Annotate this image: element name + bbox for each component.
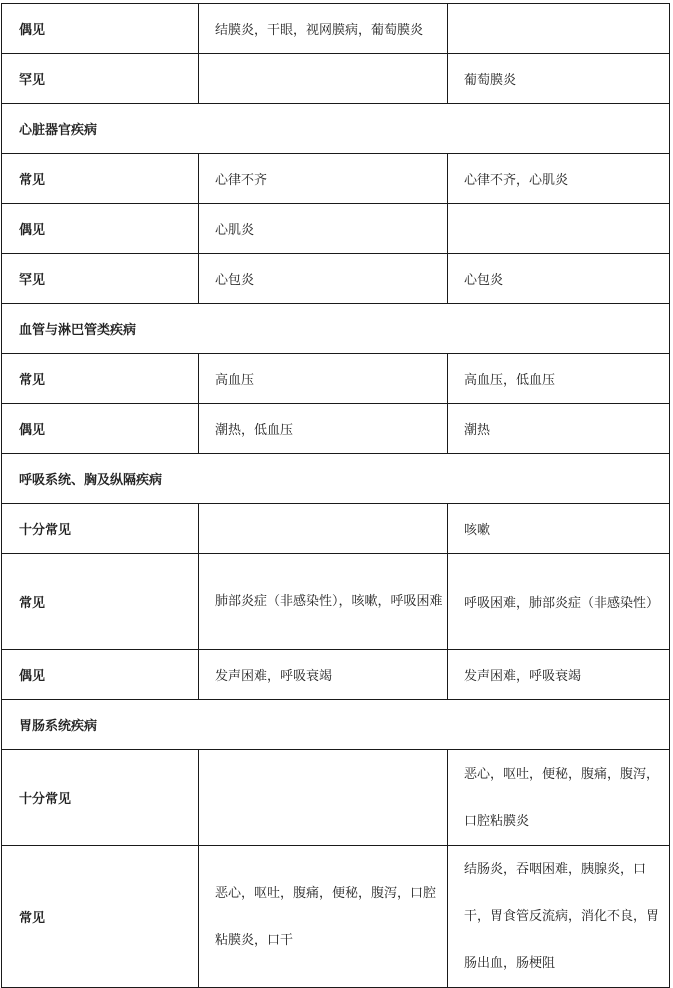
reaction-cell-b: 呼吸困难，肺部炎症（非感染性） — [448, 554, 670, 650]
reaction-cell-a — [199, 750, 448, 846]
frequency-cell: 偶见 — [2, 4, 199, 54]
reaction-cell-b — [448, 204, 670, 254]
reaction-cell-b: 结肠炎，吞咽困难，胰腺炎，口干，胃食管反流病，消化不良，胃肠出血，肠梗阻 — [448, 846, 670, 988]
reaction-cell-a: 潮热，低血压 — [199, 404, 448, 454]
section-title: 呼吸系统、胸及纵隔疾病 — [2, 454, 670, 504]
frequency-cell: 罕见 — [2, 54, 199, 104]
table-row — [2, 750, 670, 846]
frequency-cell: 十分常见 — [2, 750, 199, 846]
section-title: 胃肠系统疾病 — [2, 700, 670, 750]
table-row — [2, 204, 670, 254]
table-row — [2, 846, 670, 988]
reaction-cell-b: 咳嗽 — [448, 504, 670, 554]
section-title: 血管与淋巴管类疾病 — [2, 304, 670, 354]
table-row — [2, 404, 670, 454]
reaction-cell-b: 恶心，呕吐，便秘，腹痛，腹泻，口腔粘膜炎 — [448, 750, 670, 846]
reaction-cell-b: 高血压，低血压 — [448, 354, 670, 404]
section-row — [2, 304, 670, 354]
frequency-cell: 偶见 — [2, 650, 199, 700]
table-body — [2, 4, 670, 988]
section-row — [2, 454, 670, 504]
frequency-cell: 偶见 — [2, 204, 199, 254]
frequency-cell: 十分常见 — [2, 504, 199, 554]
reaction-cell-b — [448, 4, 670, 54]
table-row — [2, 504, 670, 554]
table-row — [2, 4, 670, 54]
table-row — [2, 650, 670, 700]
frequency-cell: 常见 — [2, 554, 199, 650]
reaction-cell-a: 心肌炎 — [199, 204, 448, 254]
reaction-cell-b: 潮热 — [448, 404, 670, 454]
table-row — [2, 354, 670, 404]
frequency-cell: 偶见 — [2, 404, 199, 454]
reaction-cell-b: 心律不齐，心肌炎 — [448, 154, 670, 204]
reaction-cell-a: 恶心，呕吐，腹痛，便秘，腹泻，口腔粘膜炎，口干 — [199, 846, 448, 988]
reaction-cell-a: 肺部炎症（非感染性），咳嗽，呼吸困难 — [199, 554, 448, 650]
table-row — [2, 54, 670, 104]
table-row — [2, 254, 670, 304]
table-row — [2, 154, 670, 204]
reaction-cell-a: 发声困难，呼吸衰竭 — [199, 650, 448, 700]
reaction-cell-a: 心律不齐 — [199, 154, 448, 204]
section-row — [2, 104, 670, 154]
frequency-cell: 罕见 — [2, 254, 199, 304]
frequency-cell: 常见 — [2, 154, 199, 204]
reaction-cell-b: 心包炎 — [448, 254, 670, 304]
reaction-cell-a: 高血压 — [199, 354, 448, 404]
frequency-cell: 常见 — [2, 846, 199, 988]
reaction-cell-a: 结膜炎，干眼，视网膜病，葡萄膜炎 — [199, 4, 448, 54]
reaction-cell-b: 葡萄膜炎 — [448, 54, 670, 104]
adverse-reactions-table — [1, 3, 670, 988]
reaction-cell-a: 心包炎 — [199, 254, 448, 304]
section-title: 心脏器官疾病 — [2, 104, 670, 154]
reaction-cell-a — [199, 54, 448, 104]
reaction-cell-b: 发声困难，呼吸衰竭 — [448, 650, 670, 700]
frequency-cell: 常见 — [2, 354, 199, 404]
reaction-cell-a — [199, 504, 448, 554]
table-row — [2, 554, 670, 650]
section-row — [2, 700, 670, 750]
